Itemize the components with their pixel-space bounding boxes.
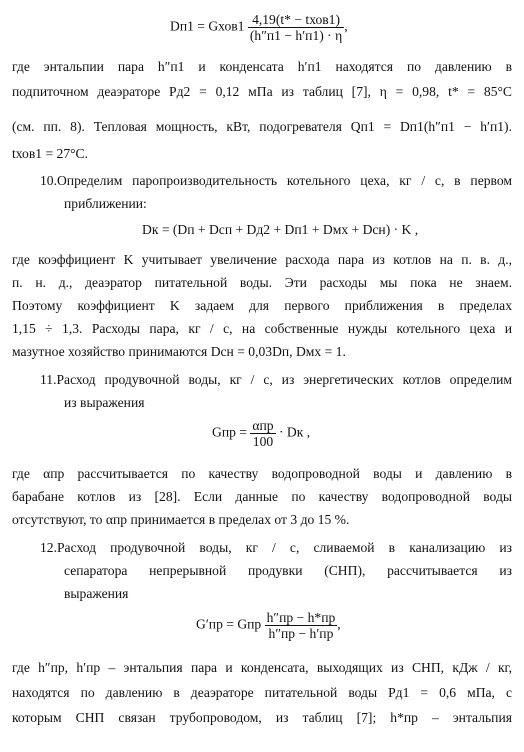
- text-line: подпиточном деаэраторе Pд2 = 0,12 мПа из таблиц [7], η = 0,98, t* = 85°C: [12, 84, 512, 99]
- text-line: где h″пр, h′пр – энтальпия пара и конденсата, выходящих из СНП, кДж / кг,: [12, 660, 512, 675]
- equation-dp1: [170, 12, 348, 43]
- text-line: находятся по давлению в деаэраторе питательной воды Pд1 = 0,6 мПа, с: [12, 685, 512, 700]
- eq1-fraction: [248, 12, 344, 43]
- eq2-lhs: Gпр =: [212, 424, 247, 440]
- eq3-lhs: G′пр = Gпр: [196, 616, 262, 632]
- text-line: отсутствуют, то αпр принимается в пределах от 3 до 15 %.: [12, 512, 350, 527]
- eq1-lhs: Dп1 = Gхов1: [170, 18, 245, 34]
- text-line: Поэтому коэффициент K задаем для первого приближения в пределах: [12, 298, 512, 313]
- text-line: где энтальпии пара h″п1 и конденсата h′п1 находятся по давлению в: [12, 59, 512, 74]
- eq1-denominator: (h″п1 − h′п1) · η: [249, 28, 343, 43]
- text-line: из выражения: [64, 395, 145, 410]
- text-line: которым СНП связан трубопроводом, из таблиц [7]; h*пр – энтальпия: [12, 710, 512, 725]
- eq2-denominator: 100: [252, 434, 274, 449]
- text-line: (см. пп. 8). Тепловая мощность, кВт, подогревателя Qп1 = Dп1(h″п1 − h′п1).: [12, 119, 512, 134]
- eq3-tail: ,: [337, 616, 341, 632]
- equation-dk: Dк = (Dп + Dсп + Dд2 + Dп1 + Dмх + Dсн) · K ,: [142, 222, 419, 237]
- text-line: барабане котлов из [28]. Если данные по качеству водопроводной воды: [12, 489, 512, 504]
- text-line: мазутное хозяйство принимаются Dсн = 0,03Dп, Dмх = 1.: [12, 344, 346, 359]
- eq1-tail: ,: [344, 18, 348, 34]
- text-line: tхов1 = 27°C.: [12, 146, 89, 161]
- text-line: сепаратора непрерывной продувки (СНП), рассчитывается из: [64, 563, 512, 578]
- text-line: выражения: [64, 586, 129, 601]
- text-line: где коэффициент K учитывает увеличение расхода пара из котлов на п. в. д.,: [12, 252, 512, 267]
- item-12-heading: 12.Расход продувочной воды, кг / с, сливаемой в канализацию из: [40, 540, 512, 555]
- eq2-fraction: [250, 418, 275, 449]
- eq3-fraction: [265, 610, 341, 641]
- eq1-numerator: 4,19(t* − tхов1): [248, 12, 344, 28]
- item-10-heading: 10.Определим паропроизводительность котельного цеха, кг / с, в первом: [40, 173, 512, 188]
- eq2-numerator: αпр: [252, 418, 274, 433]
- text-line: приближении:: [64, 196, 147, 211]
- text-line: 1,15 ÷ 1,3. Расходы пара, кг / с, на собственные нужды котельного цеха и: [12, 321, 512, 336]
- text-line: п. н. д., деаэратор питательной воды. Эти расходы мы пока не знаем.: [12, 275, 512, 290]
- item-11-heading: 11.Расход продувочной воды, кг / с, из энергетических котлов определим: [40, 372, 512, 387]
- equation-gpr: [212, 418, 310, 449]
- eq3-numerator: h″пр − h*пр: [266, 610, 336, 625]
- text-line: где αпр рассчитывается по качеству водопроводной воды и давлению в: [12, 466, 512, 481]
- equation-gpr-prime: [196, 610, 341, 641]
- eq2-tail: · Dк ,: [278, 424, 311, 440]
- eq3-denominator: h″пр − h′пр: [268, 626, 334, 641]
